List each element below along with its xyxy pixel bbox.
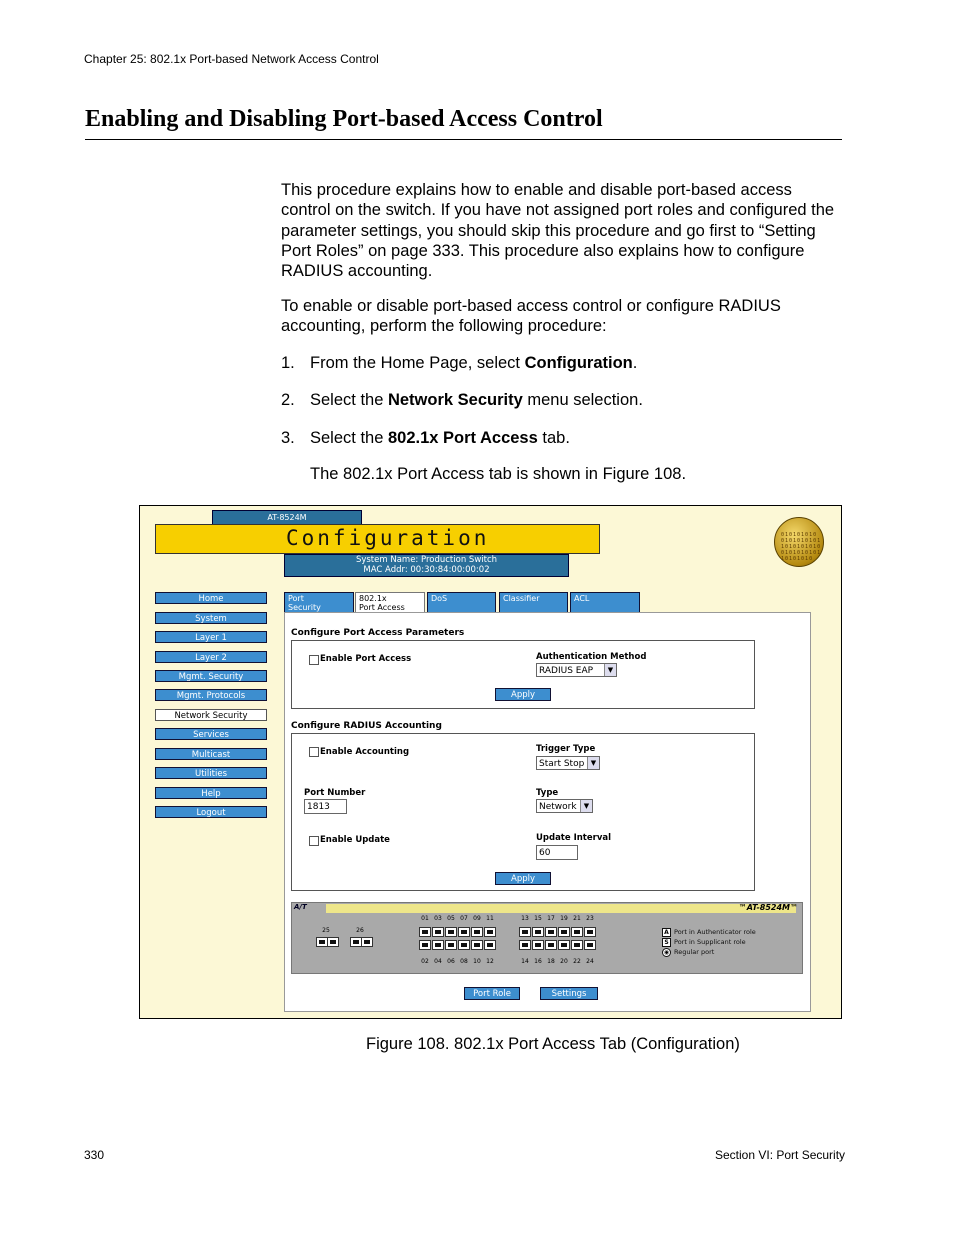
chevron-down-icon: ▼ <box>604 664 616 676</box>
port-09[interactable] <box>471 927 483 937</box>
settings-button[interactable]: Settings <box>540 987 598 1000</box>
port-26-b[interactable] <box>361 937 373 947</box>
auth-method-select[interactable] <box>536 663 617 677</box>
step-text-end: . <box>632 354 638 372</box>
type-select[interactable] <box>536 799 593 813</box>
step-number: 2. <box>281 391 295 409</box>
port-number-label: 20 <box>560 958 568 965</box>
port-07[interactable] <box>458 927 470 937</box>
tab-8021x-port-access[interactable] <box>355 592 425 614</box>
step-2 <box>281 391 643 410</box>
nav-services[interactable]: Services <box>155 728 267 740</box>
panel-strip <box>326 904 796 913</box>
step-number: 1. <box>281 354 295 372</box>
port-number-label: 09 <box>473 915 481 922</box>
page-number: 330 <box>84 1148 105 1162</box>
port-number-label: 24 <box>586 958 594 965</box>
supplicant-legend-icon: S <box>662 938 671 947</box>
step-note: The 802.1x Port Access tab is shown in Figure 108. <box>310 465 687 483</box>
globe-text: 010101010 0101010101 1010101010 0101010101 10101010 <box>781 532 822 562</box>
port-number-label: 15 <box>534 915 542 922</box>
auth-method-value: RADIUS EAP <box>539 666 594 676</box>
tab-classifier[interactable] <box>499 592 568 613</box>
tab-label-line2: ACL <box>574 594 590 603</box>
tab-label-line2: Port Access <box>359 603 405 612</box>
trigger-type-select[interactable] <box>536 756 600 770</box>
auth-method-label: Authentication Method <box>536 652 647 662</box>
port-number-label: 03 <box>434 915 442 922</box>
port-17[interactable] <box>545 927 557 937</box>
port-number-label: 11 <box>486 915 494 922</box>
port-number-label: 08 <box>460 958 468 965</box>
port-21[interactable] <box>571 927 583 937</box>
port-01[interactable] <box>419 927 431 937</box>
port-18[interactable] <box>545 940 557 950</box>
nav-system[interactable]: System <box>155 612 267 624</box>
tab-acl[interactable] <box>570 592 640 613</box>
intro-paragraph: This procedure explains how to enable and disable port-based access control on the switch. If you have not assigned port roles and configured the parameter settings, you should skip this procedure and go first to “Setting Port Roles” on page 333. This procedure also explains how to configure RADIUS accounting. <box>281 181 835 281</box>
port-05[interactable] <box>445 927 457 937</box>
enable-accounting-label: Enable Accounting <box>320 747 410 757</box>
step-emphasis: 802.1x Port Access <box>387 429 538 447</box>
port-access-apply-button[interactable]: Apply <box>495 688 551 701</box>
type-label: Type <box>536 788 559 798</box>
port-12[interactable] <box>484 940 496 950</box>
port-number-label: Port Number <box>304 788 366 798</box>
port-access-section-title: Configure Port Access Parameters <box>291 628 465 638</box>
nav-layer1[interactable]: Layer 1 <box>155 631 267 643</box>
port-number-label: 04 <box>434 958 442 965</box>
step-1 <box>281 354 637 373</box>
port-number-label: 13 <box>521 915 529 922</box>
enable-update-label: Enable Update <box>320 835 390 845</box>
port-20[interactable] <box>558 940 570 950</box>
enable-update-checkbox[interactable] <box>309 836 319 846</box>
port-14[interactable] <box>519 940 531 950</box>
trigger-type-label: Trigger Type <box>536 744 596 754</box>
port-10[interactable] <box>471 940 483 950</box>
step-emphasis: Configuration <box>524 354 633 372</box>
nav-mgmt-protocols[interactable]: Mgmt. Protocols <box>155 689 267 701</box>
port-number-label: 16 <box>534 958 542 965</box>
allied-telesyn-logo: A/T <box>294 903 307 911</box>
port-23[interactable] <box>584 927 596 937</box>
radius-apply-button[interactable]: Apply <box>495 872 551 885</box>
figure-screenshot <box>139 505 842 1019</box>
chevron-down-icon: ▼ <box>580 800 592 812</box>
type-value: Network <box>539 802 577 812</box>
switch-model-brand: ™AT-8524M™ <box>738 903 798 912</box>
port-24[interactable] <box>584 940 596 950</box>
port-number-label: 21 <box>573 915 581 922</box>
port-number-label: 12 <box>486 958 494 965</box>
port-role-button[interactable]: Port Role <box>464 987 520 1000</box>
nav-home[interactable]: Home <box>155 592 267 604</box>
nav-logout[interactable]: Logout <box>155 806 267 818</box>
port-number-label: 05 <box>447 915 455 922</box>
step-emphasis: Network Security <box>387 391 523 409</box>
figure-caption: Figure 108. 802.1x Port Access Tab (Configuration) <box>366 1035 740 1053</box>
update-interval-label: Update Interval <box>536 833 612 843</box>
mac-address: MAC Addr: 00:30:84:00:00:02 <box>363 565 490 575</box>
step-text: From the Home Page, select <box>310 354 525 372</box>
port-15[interactable] <box>532 927 544 937</box>
port-22[interactable] <box>571 940 583 950</box>
nav-help[interactable]: Help <box>155 787 267 799</box>
port-number-label: 17 <box>547 915 555 922</box>
port-19[interactable] <box>558 927 570 937</box>
trigger-type-value: Start Stop <box>539 759 585 769</box>
system-info-box <box>284 554 569 577</box>
enable-port-access-checkbox[interactable] <box>309 655 319 665</box>
legend-regular: Regular port <box>674 948 715 956</box>
legend-authenticator: Port in Authenticator role <box>674 928 756 936</box>
tab-label-line1: 802.1x <box>359 594 387 603</box>
title-rule <box>85 139 842 140</box>
port-08[interactable] <box>458 940 470 950</box>
step-number: 3. <box>281 429 295 447</box>
tab-label-line2: Classifier <box>503 594 540 603</box>
step-text: Select the <box>310 391 388 409</box>
port-number-label: 14 <box>521 958 529 965</box>
step-text: Select the <box>310 429 388 447</box>
port-16[interactable] <box>532 940 544 950</box>
nav-utilities[interactable]: Utilities <box>155 767 267 779</box>
step-text-end: tab. <box>537 429 570 447</box>
port-25-b[interactable] <box>327 937 339 947</box>
port-number-label: 25 <box>322 927 330 934</box>
port-number-label: 18 <box>547 958 555 965</box>
port-06[interactable] <box>445 940 457 950</box>
tab-label-line2: Security <box>288 603 321 612</box>
port-number-label: 23 <box>586 915 594 922</box>
legend-supplicant: Port in Supplicant role <box>674 938 746 946</box>
nav-layer2[interactable]: Layer 2 <box>155 651 267 663</box>
port-number-label: 22 <box>573 958 581 965</box>
port-11[interactable] <box>484 927 496 937</box>
port-number-label: 02 <box>421 958 429 965</box>
configuration-banner-text: Configuration <box>286 526 490 550</box>
port-03[interactable] <box>432 927 444 937</box>
step-3 <box>281 429 570 448</box>
section-footer: Section VI: Port Security <box>715 1148 846 1162</box>
regular-port-legend-icon: ◉ <box>663 949 670 956</box>
globe-logo-icon <box>774 517 824 567</box>
system-name: System Name: Production Switch <box>355 555 498 565</box>
port-number-label: 06 <box>447 958 455 965</box>
model-label: AT-8524M <box>212 510 362 525</box>
update-interval-input[interactable]: 60 <box>536 845 578 860</box>
tab-port-security[interactable] <box>284 592 354 613</box>
chevron-down-icon: ▼ <box>587 757 599 769</box>
tab-label-line2: DoS <box>431 594 448 603</box>
chapter-header: Chapter 25: 802.1x Port-based Network Access Control <box>84 52 379 66</box>
port-number-label: 19 <box>560 915 568 922</box>
port-number-label: 10 <box>473 958 481 965</box>
switch-front-panel <box>291 902 803 974</box>
port-number-input[interactable]: 1813 <box>304 799 347 814</box>
port-number-label: 07 <box>460 915 468 922</box>
nav-mgmt-security[interactable]: Mgmt. Security <box>155 670 267 682</box>
nav-multicast[interactable]: Multicast <box>155 748 267 760</box>
port-number-label: 01 <box>421 915 429 922</box>
tab-label-line1: Port <box>288 594 304 603</box>
nav-network-security[interactable]: Network Security <box>155 709 267 721</box>
procedure-intro-paragraph: To enable or disable port-based access control or configure RADIUS accounting, perform the following procedure: <box>281 297 781 336</box>
section-title: Enabling and Disabling Port-based Access Control <box>85 106 603 132</box>
radius-section-title: Configure RADIUS Accounting <box>291 721 442 731</box>
tab-dos[interactable] <box>427 592 496 613</box>
port-number-label: 26 <box>356 927 364 934</box>
port-04[interactable] <box>432 940 444 950</box>
step-text-end: menu selection. <box>522 391 643 409</box>
authenticator-legend-icon: A <box>662 928 671 937</box>
enable-port-access-label: Enable Port Access <box>320 654 412 664</box>
port-02[interactable] <box>419 940 431 950</box>
port-13[interactable] <box>519 927 531 937</box>
enable-accounting-checkbox[interactable] <box>309 747 319 757</box>
